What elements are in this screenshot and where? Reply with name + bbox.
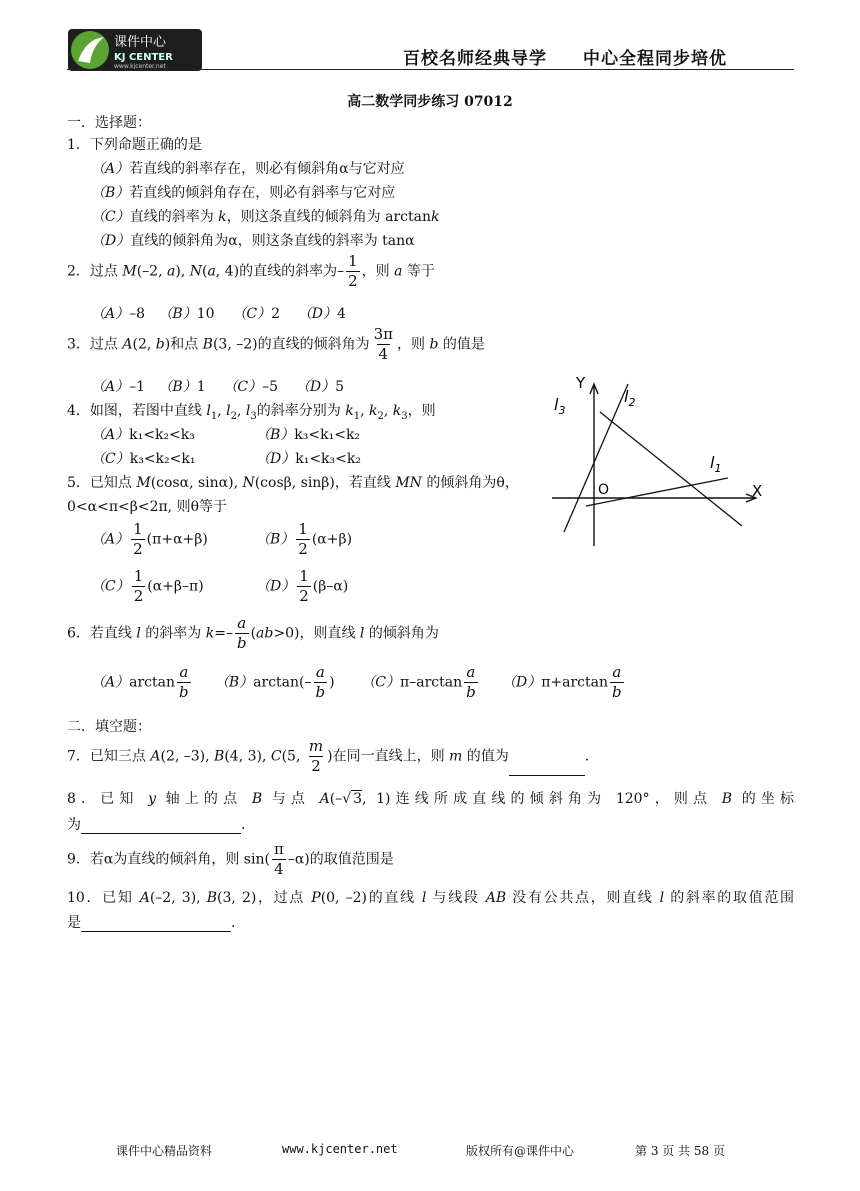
- question-1-stem: 1．下列命题正确的是: [67, 137, 202, 153]
- question-5-condition: 0<α<π<β<2π, 则θ等于: [67, 499, 228, 515]
- logo-text: 课件中心: [114, 35, 167, 50]
- l2-label: $l_2$: [624, 387, 636, 409]
- x-axis-label: X: [752, 482, 763, 500]
- question-2-stem: 2．过点 M(–2, a), N(a, 4)的直线的斜率为– $\frac{1}{2}$ ，则 a 等于: [67, 252, 435, 290]
- question-6-stem: 6．若直线 l 的斜率为 k=– $\frac{a}{b}$ (ab>0)，则直线 l 的倾斜角为: [67, 614, 439, 652]
- question-2-options: （A）–8 （B）10 （C）2 （D）4: [91, 306, 346, 322]
- question-10-line-1: 10．已知 A(–2, 3), B(3, 2)，过点 P(0, –2)的直线 l 与线段 AB 没有公共点，则直线 l 的斜率的取值范围: [67, 890, 795, 906]
- logo-url: www.kjcenter.net: [114, 63, 166, 70]
- question-6-options: （A）arctan $\frac{a}{b}$ （B）arctan(– $\frac{a}{b}$ ) （C）π–arctan $\frac{a}{b}$ （D）π+arctan $\frac{a}{b}$: [91, 663, 622, 701]
- origin-label: O: [598, 482, 610, 498]
- answer-blank: [81, 819, 241, 834]
- l3-label: $l_3$: [554, 395, 566, 417]
- answer-blank: [509, 761, 585, 776]
- question-4-option-d: （D）k₁<k₃<k₂: [256, 451, 361, 467]
- question-5-option-c: （C） $\frac{1}{2}$ (α+β–π): [91, 567, 204, 605]
- question-4-option-b: （B）k₃<k₁<k₂: [256, 427, 361, 443]
- kjcenter-logo: [68, 29, 202, 71]
- document-title: 高二数学同步练习 07012: [347, 94, 513, 110]
- footer-site: www.kjcenter.net: [282, 1142, 398, 1156]
- question-5-option-a: （A） $\frac{1}{2}$ (π+α+β): [91, 520, 208, 558]
- question-10-line-2: 是 .: [67, 915, 236, 931]
- question-5-option-d: （D） $\frac{1}{2}$ (β–α): [256, 567, 349, 605]
- question-3-stem: 3．过点 A(2, b)和点 B(3, –2)的直线的倾斜角为 $\frac{3\pi}{4}$ ，则 b 的值是: [67, 325, 485, 363]
- section-heading-fill: 二．填空题：: [67, 719, 151, 735]
- fraction: $\frac{1}{2}$: [348, 252, 358, 290]
- fraction: $\frac{3\pi}{4}$: [373, 325, 393, 363]
- question-8-line-1: 8．已知 y 轴上的点 B 与点 A(–√ 3, 1)连线所成直线的倾斜角为 120°，则点 B 的坐标: [67, 791, 794, 807]
- header-slogan: 百校名师经典导学 中心全程同步培优: [403, 49, 727, 69]
- l1-label: $l_1$: [710, 453, 722, 475]
- footer-left: 课件中心精品资料: [116, 1144, 213, 1158]
- section-heading-choice: 一．选择题：: [67, 115, 151, 131]
- question-7-stem: 7．已知三点 A(2, –3), B(4, 3), C(5, $\frac{m}{2}$ )在同一直线上，则 m 的值为 .: [67, 737, 590, 775]
- logo-sub: KJ CENTER: [114, 52, 173, 63]
- answer-blank: [81, 917, 231, 932]
- question-3-options: （A）–1 （B）1 （C）–5 （D）5: [91, 379, 345, 395]
- line-l2: [564, 384, 628, 532]
- question-1-option-a: （A）若直线的斜率存在，则必有倾斜角α与它对应: [91, 161, 405, 177]
- question-1-option-d: （D）直线的倾斜角为α，则这条直线的斜率为 tanα: [91, 233, 415, 249]
- question-8-line-2: 为 .: [67, 817, 246, 833]
- question-5-stem: 5．已知点 M(cosα, sinα), N(cosβ, sinβ)，若直线 MN 的倾斜角为θ，: [67, 475, 519, 491]
- header-rule: [67, 69, 794, 70]
- footer-page-number: 第 3 页 共 58 页: [635, 1144, 725, 1158]
- y-axis-label: Y: [576, 374, 586, 392]
- question-4-option-a: （A）k₁<k₂<k₃: [91, 427, 195, 443]
- question-4-stem: 4．如图，若图中直线 $l_1$, $l_2$, $l_3$的斜率分别为 $k_1$, $k_2$, $k_3$，则: [67, 403, 436, 422]
- footer-copyright: 版权所有@课件中心: [466, 1144, 575, 1158]
- question-1-option-c: （C）直线的斜率为 k，则这条直线的倾斜角为 arctank: [91, 209, 440, 225]
- question-4-option-c: （C）k₃<k₂<k₁: [91, 451, 196, 467]
- slope-lines-figure: [548, 374, 770, 550]
- question-9-stem: 9．若α为直线的倾斜角，则 sin( $\frac{\pi}{4}$ –α)的取值范围是: [67, 840, 394, 878]
- question-1-option-b: （B）若直线的倾斜角存在，则必有斜率与它对应: [91, 185, 396, 201]
- question-5-option-b: （B） $\frac{1}{2}$ (α+β): [256, 520, 353, 558]
